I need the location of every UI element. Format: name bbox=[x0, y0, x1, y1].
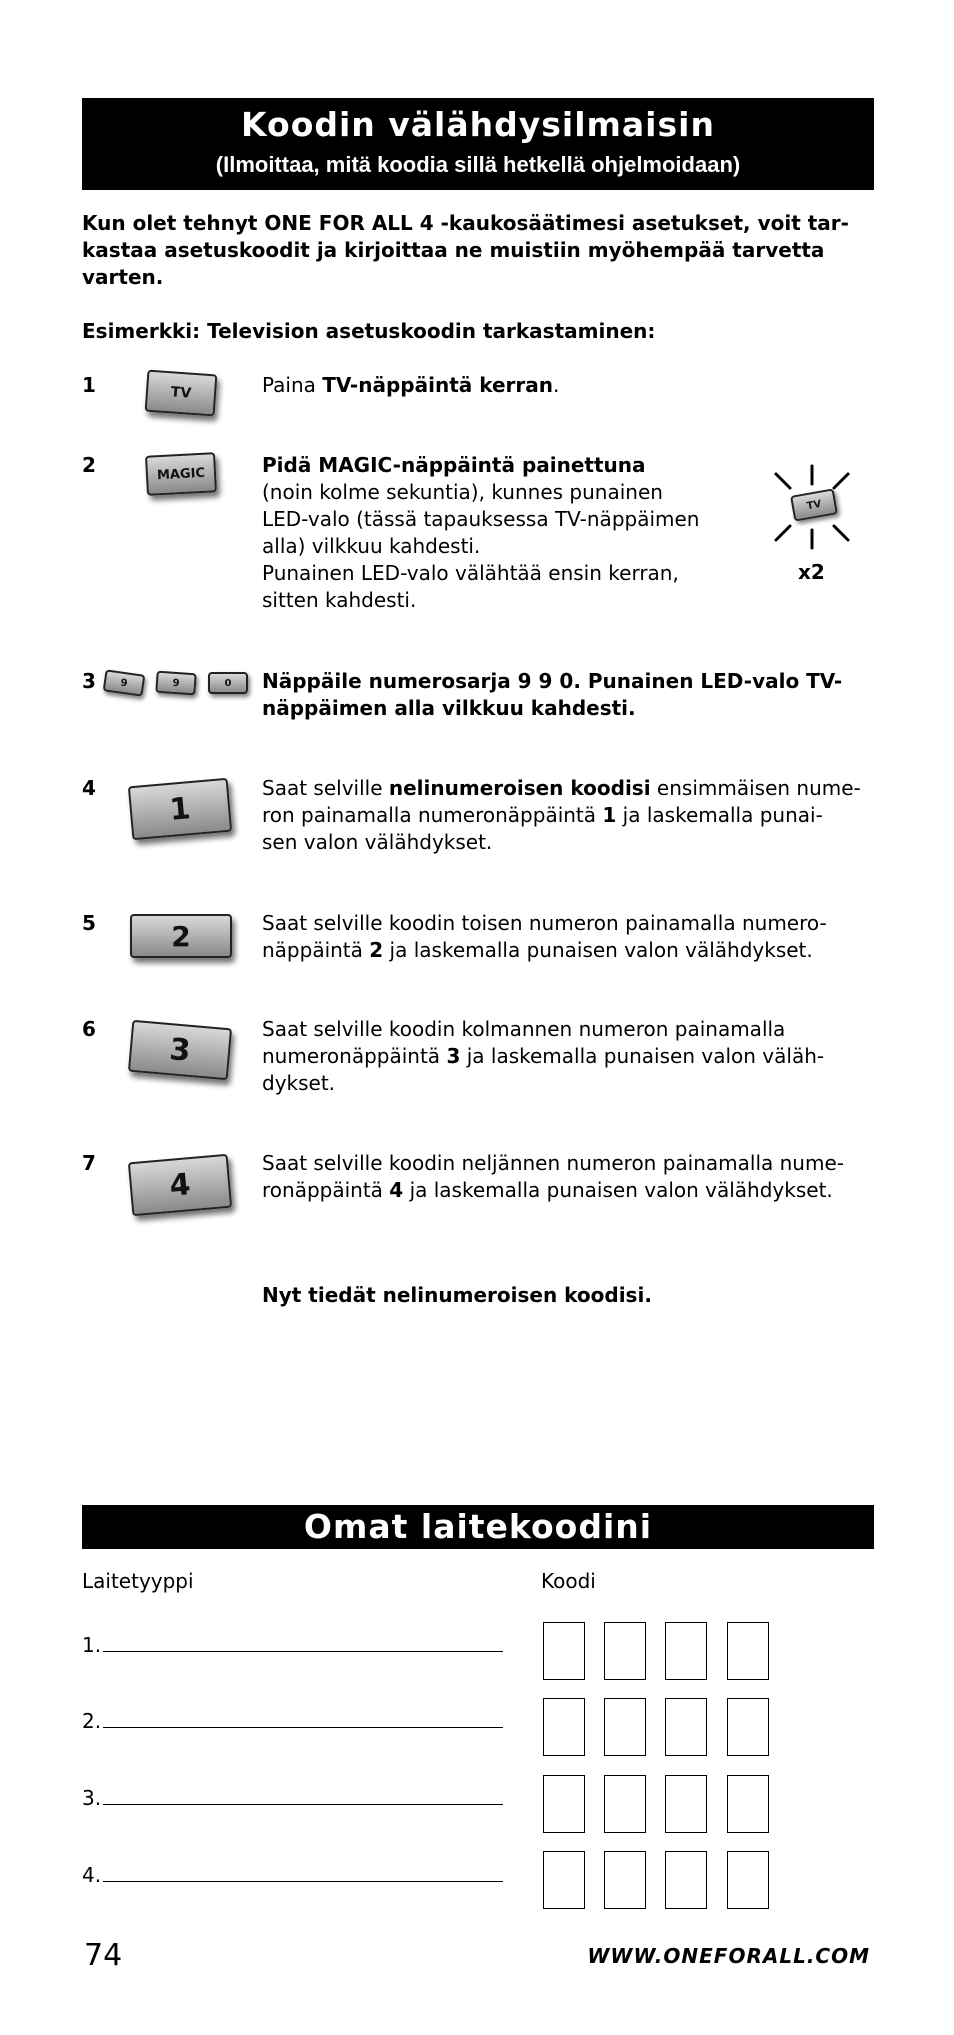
device-line-2[interactable]: 2. bbox=[82, 1708, 503, 1735]
code-digit-box[interactable] bbox=[665, 1622, 707, 1680]
code-digit-box[interactable] bbox=[727, 1622, 769, 1680]
code-digit-box[interactable] bbox=[604, 1622, 646, 1680]
code-digit-box[interactable] bbox=[727, 1775, 769, 1833]
website-url[interactable]: WWW.ONEFORALL.COM bbox=[587, 1944, 870, 1968]
example-heading: Esimerkki: Television asetuskoodin tarkastaminen: bbox=[82, 319, 656, 343]
step-3-text: Näppäile numerosarja 9 9 0. Punainen LED-valo TV- näppäimen alla vilkkuu kahdesti. bbox=[262, 669, 843, 720]
code-digit-box[interactable] bbox=[665, 1851, 707, 1909]
key-9-icon: 9 bbox=[155, 671, 196, 696]
step-5-text: Saat selville koodin toisen numeron painamalla numero- näppäintä 2 ja laskemalla punaisen valon välähdykset. bbox=[262, 911, 827, 962]
code-digit-box[interactable] bbox=[543, 1698, 585, 1756]
codes-section-title: Omat laitekoodini bbox=[82, 1505, 874, 1549]
code-digit-box[interactable] bbox=[604, 1775, 646, 1833]
code-digit-box[interactable] bbox=[727, 1698, 769, 1756]
step-6-text: Saat selville koodin kolmannen numeron painamalla numeronäppäintä 3 ja laskemalla punaisen valon väläh- dykset. bbox=[262, 1017, 825, 1095]
key-0-icon: 0 bbox=[208, 672, 248, 694]
step-4-text: Saat selville nelinumeroisen koodisi ensimmäisen nume- ron painamalla numeronäppäintä 1 ja laskemalla punai- sen valon välähdykset. bbox=[262, 776, 861, 854]
key-3-icon: 3 bbox=[128, 1020, 232, 1081]
key-1-icon: 1 bbox=[128, 778, 232, 841]
step-number: 3 bbox=[82, 669, 96, 693]
magic-key-icon: MAGIC bbox=[145, 452, 217, 496]
device-line-1[interactable]: 1. bbox=[82, 1632, 503, 1659]
section-subtitle: (Ilmoittaa, mitä koodia sillä hetkellä ohjelmoidaan) bbox=[215, 152, 741, 177]
code-digit-box[interactable] bbox=[543, 1851, 585, 1909]
step-number: 7 bbox=[82, 1151, 96, 1175]
code-digit-box[interactable] bbox=[543, 1622, 585, 1680]
device-line-3[interactable]: 3. bbox=[82, 1785, 503, 1812]
tv-key-icon: TV bbox=[145, 370, 218, 417]
step-number: 6 bbox=[82, 1017, 96, 1041]
section-header bbox=[82, 98, 874, 190]
page-number: 74 bbox=[84, 1938, 123, 1973]
section-title: Koodin välähdysilmaisin bbox=[241, 105, 715, 144]
step-number: 5 bbox=[82, 911, 96, 935]
step-2-text: Pidä MAGIC-näppäintä painettuna (noin kolme sekuntia), kunnes punainen LED-valo (tässä tapauksessa TV-näppäimen alla) vilkkuu kahdesti. Punainen LED-valo välähtää ensin kerran, sitten kahdesti. bbox=[262, 453, 700, 612]
key-9-icon: 9 bbox=[103, 669, 146, 696]
flash-count: x2 bbox=[798, 560, 825, 584]
device-line-4[interactable]: 4. bbox=[82, 1862, 503, 1889]
step-1-text: Paina TV-näppäintä kerran. bbox=[262, 373, 560, 397]
code-label: Koodi bbox=[541, 1569, 596, 1593]
tv-key-flash-icon: TV bbox=[790, 488, 838, 521]
key-2-icon: 2 bbox=[130, 914, 232, 958]
step-number: 1 bbox=[82, 373, 96, 397]
code-digit-box[interactable] bbox=[727, 1851, 769, 1909]
conclusion-text: Nyt tiedät nelinumeroisen koodisi. bbox=[262, 1283, 652, 1307]
key-4-icon: 4 bbox=[128, 1154, 232, 1217]
step-number: 2 bbox=[82, 453, 96, 477]
step-7-text: Saat selville koodin neljännen numeron painamalla nume- ronäppäintä 4 ja laskemalla punaisen valon välähdykset. bbox=[262, 1151, 844, 1202]
device-type-label: Laitetyyppi bbox=[82, 1569, 194, 1593]
code-digit-box[interactable] bbox=[665, 1775, 707, 1833]
code-digit-box[interactable] bbox=[543, 1775, 585, 1833]
code-digit-box[interactable] bbox=[604, 1698, 646, 1756]
intro-paragraph: Kun olet tehnyt ONE FOR ALL 4 -kaukosäätimesi asetukset, voit tar- kastaa asetuskoodit ja kirjoittaa ne muistiin myöhempää tarvetta varten. bbox=[82, 211, 849, 289]
step-number: 4 bbox=[82, 776, 96, 800]
code-digit-box[interactable] bbox=[604, 1851, 646, 1909]
code-digit-box[interactable] bbox=[665, 1698, 707, 1756]
